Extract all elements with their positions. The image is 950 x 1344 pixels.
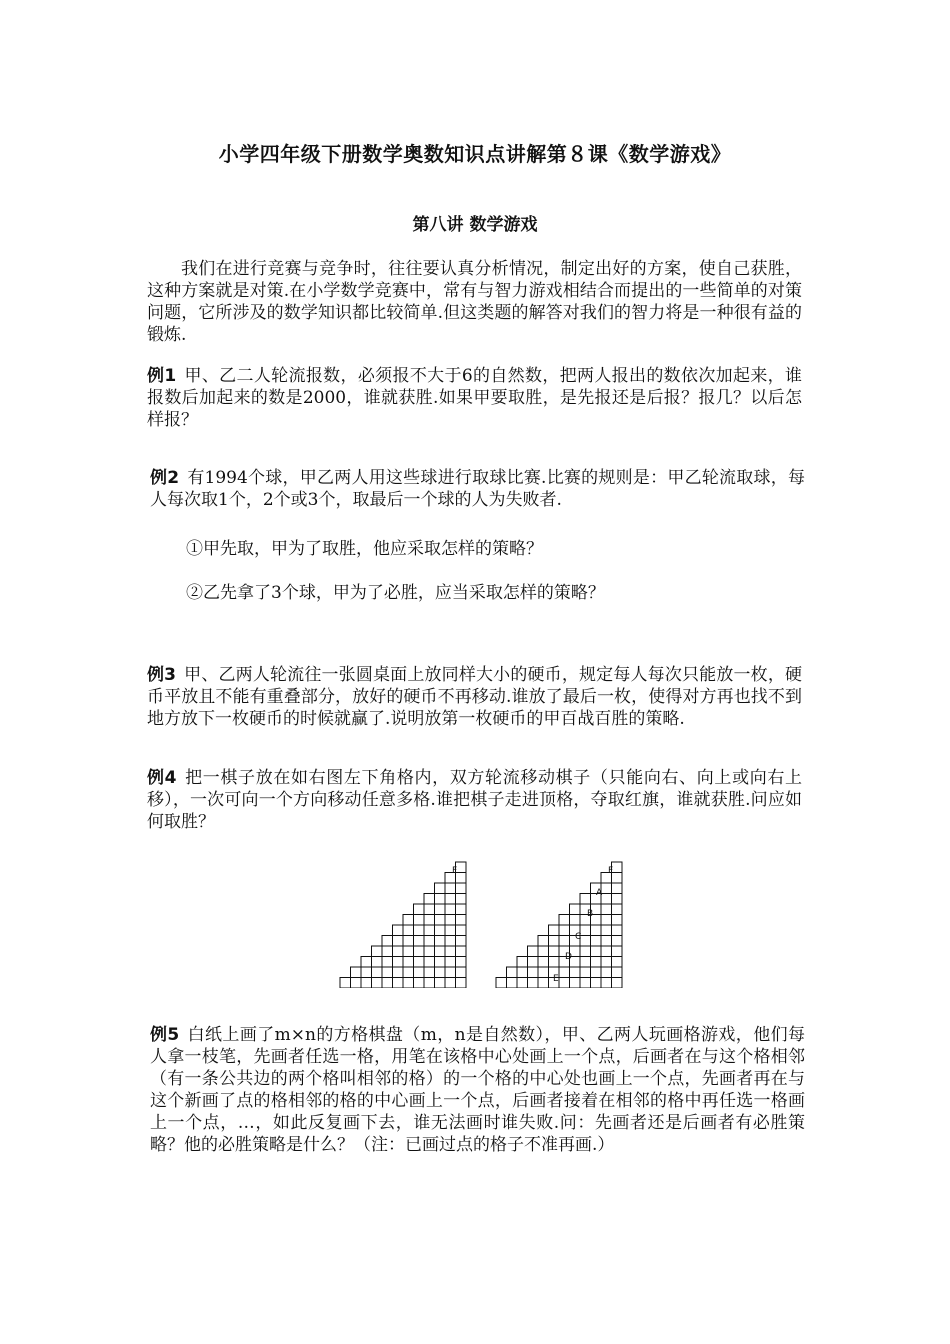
- board-cell: [403, 915, 414, 926]
- board-cell: [382, 936, 393, 947]
- mark-e: E: [553, 974, 559, 984]
- board-cell: [456, 957, 467, 968]
- intro-paragraph: 我们在进行竞赛与竞争时，往往要认真分析情况，制定出好的方案，使自己获胜，这种方案就是对策.在小学数学竞赛中，常有与智力游戏相结合而提出的一些简单的对策问题，它所涉及的数学知识都比较简单.但这类题的解答对我们的智力将是一种很有益的锻炼.: [147, 259, 802, 345]
- board-cell: [601, 904, 612, 915]
- board-cell: [435, 936, 446, 947]
- board-cell: [538, 957, 549, 968]
- board-cell: [591, 978, 602, 989]
- board-cell: [580, 894, 591, 905]
- staircase-board-marked-figure: [494, 860, 624, 988]
- board-cell: [570, 978, 581, 989]
- board-cell: [601, 883, 612, 894]
- example-5-label: 例5: [150, 1025, 180, 1045]
- board-cell: [456, 967, 467, 978]
- board-cell: [612, 915, 623, 926]
- board-cell: [612, 894, 623, 905]
- board-cell: [372, 967, 383, 978]
- board-cell: [445, 978, 456, 989]
- mark-b: B: [587, 909, 594, 919]
- board-cell: [601, 894, 612, 905]
- board-cell: [445, 967, 456, 978]
- board-cell: [601, 946, 612, 957]
- board-cell: [372, 957, 383, 968]
- board-cell: [538, 936, 549, 947]
- board-cell: [361, 957, 372, 968]
- board-cell: [424, 967, 435, 978]
- board-cell: [351, 967, 362, 978]
- board-cell: [580, 978, 591, 989]
- board-cell: [445, 925, 456, 936]
- board-cell: [445, 894, 456, 905]
- board-cell: [591, 967, 602, 978]
- board-cell: [538, 978, 549, 989]
- flag-label: F: [608, 866, 614, 876]
- mark-d: D: [565, 952, 572, 962]
- staircase-board-figure: [338, 860, 468, 988]
- board-cell: [435, 978, 446, 989]
- board-cell: [612, 957, 623, 968]
- board-cell: [528, 946, 539, 957]
- board-cell: [435, 967, 446, 978]
- board-cell: [612, 936, 623, 947]
- board-cell: [435, 957, 446, 968]
- board-cell: [601, 978, 612, 989]
- board-cell: [382, 978, 393, 989]
- board-cell: [507, 978, 518, 989]
- board-cell: [612, 946, 623, 957]
- board-cell: [424, 978, 435, 989]
- board-cell: [591, 936, 602, 947]
- board-cell: [424, 946, 435, 957]
- board-cell: [382, 946, 393, 957]
- example-2: [150, 467, 805, 511]
- board-grid-marked: [496, 862, 622, 988]
- board-cell: [445, 946, 456, 957]
- board-cell: [601, 967, 612, 978]
- mark-c: C: [575, 932, 582, 942]
- board-cell: [435, 946, 446, 957]
- board-cell: [496, 978, 507, 989]
- board-cell: [424, 957, 435, 968]
- page-title: 小学四年级下册数学奥数知识点讲解第８课《数学游戏》: [218, 142, 732, 166]
- board-cell: [538, 946, 549, 957]
- board-cell: [435, 883, 446, 894]
- example-5: [150, 1024, 805, 1156]
- board-cell: [538, 967, 549, 978]
- board-cell: [580, 925, 591, 936]
- example-2-question-1: ①甲先取，甲为了取胜，他应采取怎样的策略？: [186, 539, 543, 559]
- board-cell: [456, 978, 467, 989]
- board-cell: [403, 957, 414, 968]
- board-cell: [393, 946, 404, 957]
- board-cell: [424, 894, 435, 905]
- board-cell: [445, 904, 456, 915]
- example-3: [147, 664, 802, 730]
- board-cell: [612, 978, 623, 989]
- board-cell: [372, 946, 383, 957]
- example-2-label: 例2: [150, 468, 180, 488]
- board-cell: [435, 925, 446, 936]
- board-cell: [435, 915, 446, 926]
- board-cell: [424, 904, 435, 915]
- lesson-title: 第八讲 数学游戏: [412, 215, 538, 235]
- board-cell: [403, 967, 414, 978]
- board-cell: [456, 915, 467, 926]
- board-cell: [507, 967, 518, 978]
- board-cell: [456, 883, 467, 894]
- board-cell: [393, 967, 404, 978]
- board-cell: [612, 904, 623, 915]
- board-cell: [382, 967, 393, 978]
- board-cell: [361, 978, 372, 989]
- board-cell: [445, 883, 456, 894]
- example-1: [147, 365, 802, 431]
- board-cell: [612, 883, 623, 894]
- example-4-text: 把一棋子放在如右图左下角格内，双方轮流移动棋子（只能向右、向上或向右上移），一次可向一个方向移动任意多格.谁把棋子走进顶格，夺取红旗，谁就获胜.问应如何取胜？: [147, 768, 802, 832]
- board-cell: [517, 957, 528, 968]
- board-cell: [601, 915, 612, 926]
- mark-a: A: [596, 888, 603, 898]
- board-cell: [570, 967, 581, 978]
- board-cell: [601, 936, 612, 947]
- board-cell: [517, 978, 528, 989]
- example-3-text: 甲、乙两人轮流往一张圆桌面上放同样大小的硬币，规定每人每次只能放一枚，硬币平放且不能有重叠部分，放好的硬币不再移动.谁放了最后一枚，使得对方再也找不到地方放下一枚硬币的时候就赢了.说明放第一枚硬币的甲百战百胜的策略.: [147, 665, 802, 729]
- board-cell: [351, 978, 362, 989]
- board-cell: [559, 925, 570, 936]
- board-cell: [382, 957, 393, 968]
- board-cell: [601, 957, 612, 968]
- board-cell: [570, 915, 581, 926]
- board-cell: [612, 967, 623, 978]
- board-cell: [528, 957, 539, 968]
- example-1-label: 例1: [147, 366, 177, 386]
- board-cell: [403, 936, 414, 947]
- board-cell: [580, 936, 591, 947]
- board-cell: [456, 946, 467, 957]
- board-cell: [549, 946, 560, 957]
- board-cell: [601, 925, 612, 936]
- board-cell: [580, 946, 591, 957]
- example-4: [147, 767, 802, 833]
- board-cell: [403, 946, 414, 957]
- board-cell: [445, 915, 456, 926]
- board-cell: [456, 894, 467, 905]
- board-cell: [403, 978, 414, 989]
- board-cell: [559, 915, 570, 926]
- board-cell: [591, 925, 602, 936]
- board-cell: [528, 967, 539, 978]
- board-cell: [591, 957, 602, 968]
- board-cell: [393, 957, 404, 968]
- board-cell: [424, 925, 435, 936]
- board-cell: [559, 936, 570, 947]
- board-cell: [403, 925, 414, 936]
- board-cell: [414, 904, 425, 915]
- board-cell: [414, 915, 425, 926]
- board-cell: [361, 967, 372, 978]
- board-cell: [372, 978, 383, 989]
- board-cell: [456, 904, 467, 915]
- board-cell: [549, 925, 560, 936]
- board-cell: [445, 936, 456, 947]
- flag-label: F: [452, 866, 458, 876]
- example-4-label: 例4: [147, 768, 177, 788]
- board-cell: [414, 936, 425, 947]
- board-cell: [549, 936, 560, 947]
- example-2-question-2: ②乙先拿了3个球，甲为了必胜，应当采取怎样的策略？: [186, 583, 605, 603]
- example-1-text: 甲、乙二人轮流报数，必须报不大于6的自然数，把两人报出的数依次加起来，谁报数后加起来的数是2000，谁就获胜.如果甲要取胜，是先报还是后报？报几？以后怎样报？: [147, 366, 802, 430]
- board-cell: [414, 967, 425, 978]
- board-grid: [340, 862, 466, 988]
- board-cell: [393, 925, 404, 936]
- board-cell: [424, 936, 435, 947]
- board-cell: [445, 957, 456, 968]
- board-cell: [424, 915, 435, 926]
- board-cell: [591, 946, 602, 957]
- board-cell: [580, 957, 591, 968]
- board-cell: [435, 894, 446, 905]
- board-cell: [393, 978, 404, 989]
- board-cell: [612, 925, 623, 936]
- board-cell: [528, 978, 539, 989]
- example-3-label: 例3: [147, 665, 176, 685]
- board-cell: [517, 967, 528, 978]
- board-cell: [414, 946, 425, 957]
- example-2-text: 有1994个球，甲乙两人用这些球进行取球比赛.比赛的规则是：甲乙轮流取球，每人每次取1个，2个或3个，取最后一个球的人为失败者.: [150, 468, 805, 510]
- example-5-text: 白纸上画了m×n的方格棋盘（m，n是自然数），甲、乙两人玩画格游戏，他们每人拿一枝笔，先画者任选一格，用笔在该格中心处画上一个点，后画者在与这个格相邻（有一条公共边的两个格叫相邻的格）的一个格的中心处也画上一个点，先画者再在与这个新画了点的格相邻的格的中心画上一个点，后画者接着在相邻的格中再任选一格画上一个点，…，如此反复画下去，谁无法画时谁失败.问：先画者还是后画者有必胜策略？他的必胜策略是什么？（注：已画过点的格子不准再画.）: [150, 1025, 805, 1155]
- board-cell: [570, 904, 581, 915]
- board-cell: [559, 967, 570, 978]
- board-cell: [549, 957, 560, 968]
- board-cell: [435, 904, 446, 915]
- board-cell: [414, 978, 425, 989]
- board-cell: [393, 936, 404, 947]
- board-cell: [340, 978, 351, 989]
- board-cell: [456, 925, 467, 936]
- board-cell: [414, 957, 425, 968]
- board-cell: [456, 936, 467, 947]
- board-cell: [580, 967, 591, 978]
- board-cell: [414, 925, 425, 936]
- board-cell: [559, 978, 570, 989]
